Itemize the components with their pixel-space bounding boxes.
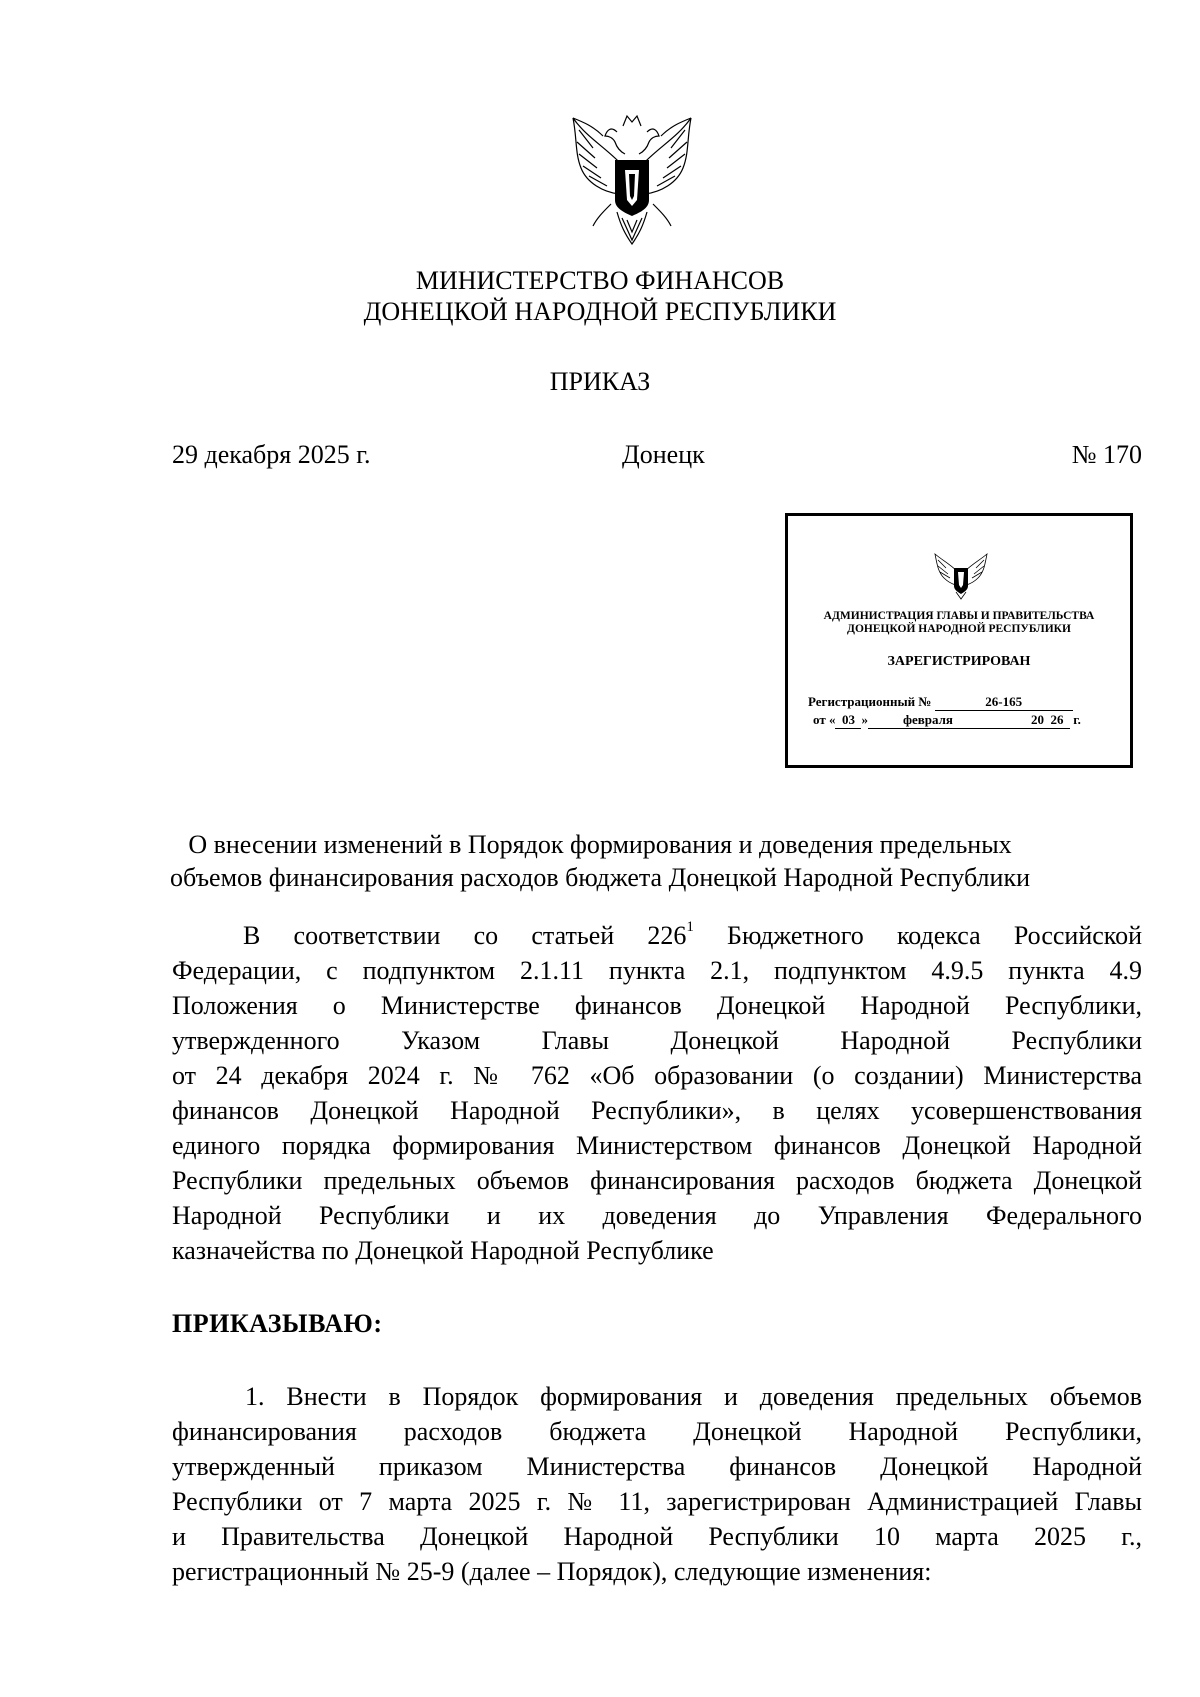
preamble-line-1b: Бюджетного кодекса Российской xyxy=(693,921,1142,950)
preamble-line-3: Положения о Министерстве финансов Донецкой Народной Республики, xyxy=(172,991,1142,1020)
stamp-org-line1: АДМИНИСТРАЦИЯ ГЛАВЫ И ПРАВИТЕЛЬСТВА xyxy=(823,610,1095,622)
stamp-year-label: г. xyxy=(1073,712,1081,727)
document-meta xyxy=(172,440,1142,474)
stamp-month: февраля xyxy=(868,712,988,729)
preamble-line-7: единого порядка формирования Министерством финансов Донецкой Народной xyxy=(172,1131,1142,1160)
stamp-registered-label: ЗАРЕГИСТРИРОВАН xyxy=(887,654,1031,669)
document-type: ПРИКАЗ xyxy=(549,367,651,396)
title-line-1: О внесении изменений в Порядок формирования и доведения предельных xyxy=(188,830,1012,859)
stamp-date-row xyxy=(813,712,1081,729)
item1-line-3: утвержденный приказом Министерства финансов Донецкой Народной xyxy=(172,1452,1142,1481)
article-superscript: 1 xyxy=(686,919,694,936)
preamble-line-9: Народной Республики и их доведения до Управления Федерального xyxy=(172,1201,1142,1230)
coat-of-arms-emblem xyxy=(567,108,697,250)
stamp-registration-number-row xyxy=(808,694,1073,711)
preamble-line-2: Федерации, с подпунктом 2.1.11 пункта 2.1, подпунктом 4.9.5 пункта 4.9 xyxy=(172,956,1142,985)
item1-line-5: и Правительства Донецкой Народной Республики 10 марта 2025 г., xyxy=(172,1522,1142,1551)
preamble-line-5: от 24 декабря 2024 г. № 762 «Об образовании (о создании) Министерства xyxy=(172,1061,1142,1090)
title-line-2: объемов финансирования расходов бюджета Донецкой Народной Республики xyxy=(170,863,1030,892)
preamble-line-6: финансов Донецкой Народной Республики», в целях усовершенствования xyxy=(172,1096,1142,1125)
stamp-year-prefix: 20 xyxy=(988,712,1044,729)
item1-line-1: 1. Внести в Порядок формирования и доведения предельных объемов xyxy=(245,1382,1142,1411)
preamble-line-1 xyxy=(172,921,1142,951)
order-heading: ПРИКАЗЫВАЮ: xyxy=(172,1309,383,1338)
preamble-line-1a: В соответствии со статьей 226 xyxy=(243,921,687,950)
item1-line-2: финансирования расходов бюджета Донецкой Народной Республики, xyxy=(172,1417,1142,1446)
ministry-name-line1: МИНИСТЕРСТВО ФИНАНСОВ xyxy=(415,266,785,295)
item1-line-4: Республики от 7 марта 2025 г. № 11, зарегистрирован Администрацией Главы xyxy=(172,1487,1142,1516)
ministry-name-line2: ДОНЕЦКОЙ НАРОДНОЙ РЕСПУБЛИКИ xyxy=(363,297,837,326)
document-city: Донецк xyxy=(622,440,705,469)
preamble-line-8: Республики предельных объемов финансирования расходов бюджета Донецкой xyxy=(172,1166,1142,1195)
stamp-from-label: от « xyxy=(813,712,836,727)
stamp-day-close: » xyxy=(861,712,868,727)
stamp-reg-number: 26-165 xyxy=(935,694,1073,711)
document-number: № 170 xyxy=(1071,440,1142,469)
stamp-year-suffix: 26 xyxy=(1044,712,1070,729)
preamble-line-4: утвержденного Указом Главы Донецкой Народной Республики xyxy=(172,1026,1142,1055)
preamble-line-10: казначейства по Донецкой Народной Республике xyxy=(172,1236,714,1265)
registration-stamp xyxy=(785,513,1133,768)
stamp-day: 03 xyxy=(835,712,861,729)
stamp-emblem-icon xyxy=(932,552,990,600)
document-title xyxy=(150,828,1050,894)
stamp-reg-label: Регистрационный № xyxy=(808,694,932,709)
stamp-org-line2: ДОНЕЦКОЙ НАРОДНОЙ РЕСПУБЛИКИ xyxy=(847,623,1071,635)
item1-line-6: регистрационный № 25-9 (далее – Порядок), следующие изменения: xyxy=(172,1557,932,1586)
document-date: 29 декабря 2025 г. xyxy=(172,440,371,469)
